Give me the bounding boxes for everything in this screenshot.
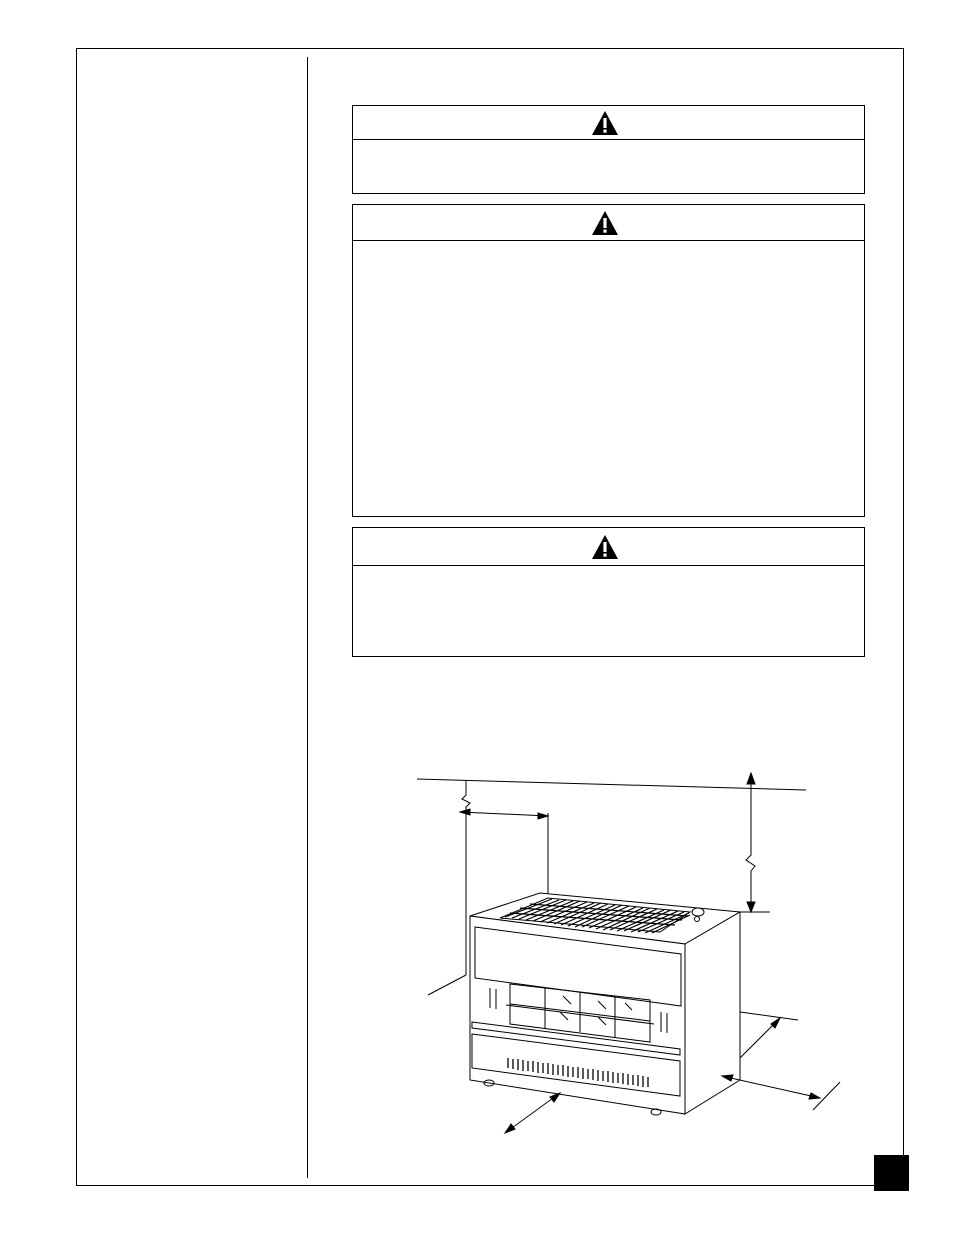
warning-body-2 [353, 241, 864, 257]
arrowhead [747, 773, 755, 784]
column-divider [307, 57, 308, 1178]
page-number-tab [874, 1155, 909, 1191]
warning-body-1 [353, 140, 864, 156]
side-floor-dimension [722, 1076, 820, 1098]
warning-header-2 [353, 205, 864, 241]
arrowhead [809, 1093, 820, 1099]
warning-header-3 [353, 528, 864, 566]
arrowhead [460, 809, 470, 815]
arrowhead [747, 902, 755, 912]
warning-body-3 [353, 566, 864, 582]
wall-floor-edge [428, 975, 466, 995]
warning-box-3 [352, 527, 865, 657]
heater-clearance-diagram [415, 770, 845, 1140]
arrowhead [550, 1093, 560, 1102]
warning-header-1 [353, 106, 864, 140]
warning-triangle-icon [591, 210, 619, 236]
rear-extension-line [740, 1012, 798, 1020]
ceiling-clearance-dimension [746, 775, 755, 912]
warning-box-2 [352, 204, 865, 517]
heater-cabinet [470, 893, 740, 1115]
warning-box-1 [352, 105, 865, 194]
warning-triangle-icon [591, 534, 619, 560]
side-clearance-dimension [460, 812, 548, 816]
warning-triangle-icon [591, 110, 619, 136]
arrowhead [505, 1124, 515, 1133]
arrowhead [538, 813, 548, 819]
arrowhead [771, 1018, 780, 1028]
